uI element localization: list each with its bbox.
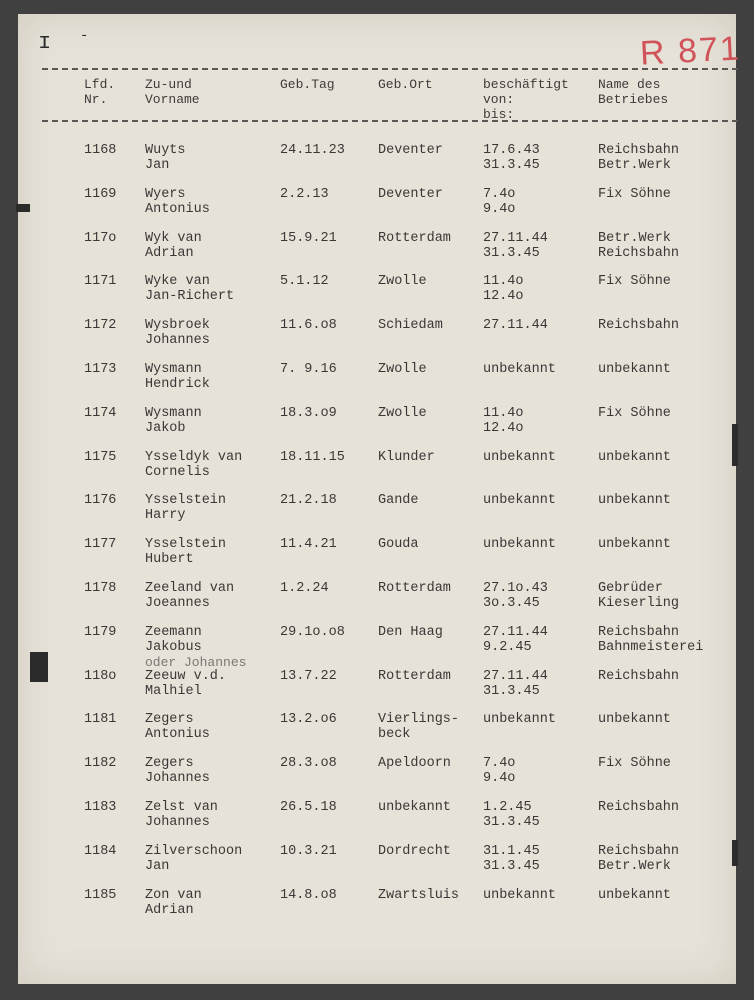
record-number: 118o xyxy=(84,668,117,684)
record-birth-date: 15.9.21 xyxy=(280,230,337,246)
record-name: Zilverschoon Jan xyxy=(145,843,243,874)
record-birth-place: Rotterdam xyxy=(378,581,451,596)
record-name: Ysselstein Harry xyxy=(145,493,227,524)
record-number: 1173 xyxy=(84,362,117,377)
record-employment-period: 1.2.45 31.3.45 xyxy=(483,800,540,830)
record-birth-place: Zwolle xyxy=(378,362,427,377)
record-employer: unbekannt xyxy=(598,887,671,903)
record-number: 1184 xyxy=(84,843,117,859)
record-name: Zeeland van Joeannes xyxy=(145,581,235,611)
record-birth-place: Gande xyxy=(378,493,419,509)
record-employer: Reichsbahn xyxy=(598,800,680,815)
table-row xyxy=(0,712,754,756)
table-row xyxy=(0,274,754,318)
record-name: Ysseldyk van Cornelis xyxy=(145,449,243,480)
table-row xyxy=(0,318,754,362)
record-employer: unbekannt xyxy=(598,712,671,728)
record-birth-place: unbekannt xyxy=(378,800,451,815)
record-employer: Reichsbahn Bahnmeisterei xyxy=(598,624,704,655)
record-birth-date: 5.1.12 xyxy=(280,274,329,290)
record-employment-period: 7.4o 9.4o xyxy=(483,186,516,217)
record-birth-date: 21.2.18 xyxy=(280,493,337,509)
table-row xyxy=(0,625,754,669)
margin-dash: - xyxy=(80,28,89,44)
table-row xyxy=(0,537,754,581)
header-nr: Lfd. Nr. xyxy=(84,77,116,107)
record-number: 1177 xyxy=(84,537,117,553)
record-name: Ysselstein Hubert xyxy=(145,537,227,568)
record-name: Wysmann Jakob xyxy=(145,405,202,436)
record-employer: unbekannt xyxy=(598,537,671,553)
record-employment-period: 17.6.43 31.3.45 xyxy=(483,143,540,173)
record-employer: Reichsbahn Betr.Werk xyxy=(598,843,680,874)
record-birth-date: 24.11.23 xyxy=(280,143,345,158)
header-name: Zu-und Vorname xyxy=(145,77,200,107)
record-employment-period: 31.1.45 31.3.45 xyxy=(483,843,540,874)
table-row xyxy=(0,669,754,713)
header-betrieb: Name des Betriebes xyxy=(598,77,669,107)
header-geb-ort: Geb.Ort xyxy=(378,77,433,92)
table-row xyxy=(0,187,754,231)
record-employer: Fix Söhne xyxy=(598,186,671,202)
record-employment-period: unbekannt xyxy=(483,537,556,553)
record-employment-period: 11.4o 12.4o xyxy=(483,274,524,305)
record-name: Wyk van Adrian xyxy=(145,230,202,261)
record-birth-date: 11.6.o8 xyxy=(280,318,337,334)
record-employer: Reichsbahn xyxy=(598,668,680,684)
table-row xyxy=(0,800,754,844)
record-employment-period: 11.4o 12.4o xyxy=(483,405,524,436)
record-employer: Gebrüder Kieserling xyxy=(598,581,680,611)
record-employment-period: unbekannt xyxy=(483,362,556,377)
record-name-note: oder Johannes xyxy=(145,654,247,670)
record-name: Zeemann Jakobus xyxy=(145,624,202,655)
record-employment-period: unbekannt xyxy=(483,887,556,903)
record-employment-period: unbekannt xyxy=(483,712,556,728)
record-birth-date: 18.11.15 xyxy=(280,449,345,465)
table-row xyxy=(0,143,754,187)
record-employment-period: 27.11.44 xyxy=(483,318,548,334)
record-employer: Fix Söhne xyxy=(598,756,671,772)
record-number: 1181 xyxy=(84,712,117,728)
record-number: 1171 xyxy=(84,274,117,290)
record-number: 117o xyxy=(84,230,117,246)
table-row xyxy=(0,231,754,275)
record-birth-date: 11.4.21 xyxy=(280,537,337,553)
table-row xyxy=(0,581,754,625)
record-employment-period: 7.4o 9.4o xyxy=(483,756,516,787)
record-name: Zelst van Johannes xyxy=(145,800,218,830)
record-birth-date: 10.3.21 xyxy=(280,843,337,859)
record-birth-place: Vierlings- beck xyxy=(378,712,460,743)
record-employment-period: 27.11.44 9.2.45 xyxy=(483,624,548,655)
record-birth-place: Schiedam xyxy=(378,318,443,334)
header-top-rule xyxy=(42,68,738,70)
record-number: 1168 xyxy=(84,143,117,158)
table-row xyxy=(0,362,754,406)
record-birth-place: Zwolle xyxy=(378,274,427,290)
record-name: Wuyts Jan xyxy=(145,143,186,173)
record-employment-period: unbekannt xyxy=(483,449,556,465)
record-employer: Fix Söhne xyxy=(598,405,671,421)
margin-mark: ɪ xyxy=(38,30,52,55)
record-employment-period: unbekannt xyxy=(483,493,556,509)
record-name: Wysbroek Johannes xyxy=(145,318,210,349)
record-employment-period: 27.11.44 31.3.45 xyxy=(483,668,548,699)
record-number: 1182 xyxy=(84,756,117,772)
table-row xyxy=(0,493,754,537)
record-employer: unbekannt xyxy=(598,449,671,465)
record-birth-date: 18.3.o9 xyxy=(280,405,337,421)
record-birth-place: Den Haag xyxy=(378,624,443,640)
record-birth-date: 1.2.24 xyxy=(280,581,329,596)
table-row xyxy=(0,450,754,494)
record-employer: unbekannt xyxy=(598,493,671,509)
record-birth-date: 14.8.o8 xyxy=(280,887,337,903)
record-birth-date: 28.3.o8 xyxy=(280,756,337,772)
record-name: Zegers Antonius xyxy=(145,712,210,743)
record-birth-date: 7. 9.16 xyxy=(280,362,337,377)
archive-stamp: R 871 xyxy=(639,29,742,73)
record-birth-date: 13.7.22 xyxy=(280,668,337,684)
record-employer: Fix Söhne xyxy=(598,274,671,290)
header-bottom-rule xyxy=(42,120,738,122)
record-birth-place: Deventer xyxy=(378,143,443,158)
record-employer: Reichsbahn xyxy=(598,318,680,334)
table-row xyxy=(0,756,754,800)
record-employment-period: 27.1o.43 3o.3.45 xyxy=(483,581,548,611)
record-number: 1178 xyxy=(84,581,117,596)
record-employment-period: 27.11.44 31.3.45 xyxy=(483,230,548,261)
record-number: 1175 xyxy=(84,449,117,465)
record-number: 1174 xyxy=(84,405,117,421)
record-name: Zegers Johannes xyxy=(145,756,210,787)
record-employer: Betr.Werk Reichsbahn xyxy=(598,230,680,261)
record-number: 1169 xyxy=(84,186,117,202)
record-number: 1185 xyxy=(84,887,117,903)
record-birth-date: 13.2.o6 xyxy=(280,712,337,728)
header-beschaeftigt: beschäftigt von: bis: xyxy=(483,77,569,122)
record-name: Zeeuw v.d. Malhiel xyxy=(145,668,227,699)
record-name: Zon van Adrian xyxy=(145,887,202,918)
record-number: 1176 xyxy=(84,493,117,509)
record-name: Wysmann Hendrick xyxy=(145,362,210,392)
record-birth-place: Klunder xyxy=(378,449,435,465)
record-birth-place: Rotterdam xyxy=(378,230,451,246)
record-birth-date: 2.2.13 xyxy=(280,186,329,202)
record-birth-date: 29.1o.o8 xyxy=(280,624,345,640)
record-birth-place: Rotterdam xyxy=(378,668,451,684)
record-birth-place: Zwartsluis xyxy=(378,887,460,903)
record-birth-place: Apeldoorn xyxy=(378,756,451,772)
record-birth-place: Gouda xyxy=(378,537,419,553)
record-number: 1172 xyxy=(84,318,117,334)
record-name: Wyke van Jan-Richert xyxy=(145,274,235,305)
record-birth-place: Dordrecht xyxy=(378,843,451,859)
record-number: 1179 xyxy=(84,624,117,640)
table-row xyxy=(0,888,754,932)
record-birth-place: Deventer xyxy=(378,186,443,202)
record-employer: unbekannt xyxy=(598,362,671,377)
record-birth-place: Zwolle xyxy=(378,405,427,421)
record-birth-date: 26.5.18 xyxy=(280,800,337,815)
record-employer: Reichsbahn Betr.Werk xyxy=(598,143,680,173)
record-number: 1183 xyxy=(84,800,117,815)
table-row xyxy=(0,844,754,888)
table-row xyxy=(0,406,754,450)
header-geb-tag: Geb.Tag xyxy=(280,77,335,92)
record-name: Wyers Antonius xyxy=(145,186,210,217)
